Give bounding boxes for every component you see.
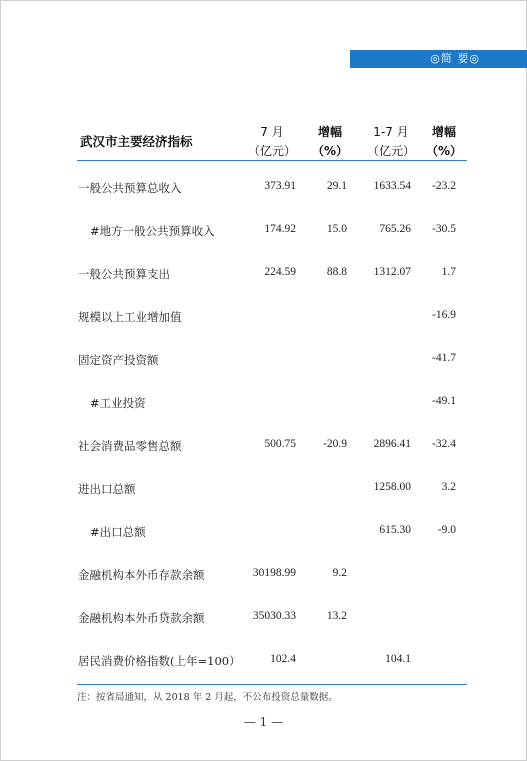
table-cell: 104.1 — [385, 653, 411, 665]
table-cell: -41.7 — [432, 352, 456, 364]
column-header-line2: （亿元） — [366, 144, 415, 158]
column-header-july-growth — [306, 123, 354, 161]
row-label: 金融机构本外币贷款余额 — [78, 611, 205, 625]
row-label: 一般公共预算总收入 — [78, 181, 182, 195]
row-label: #工业投资 — [90, 396, 146, 410]
table-cell: 615.30 — [379, 524, 411, 536]
footnote: 注：按省局通知，从 2018 年 2 月起，不公布投资总量数据。 — [77, 692, 338, 703]
column-header-line1: 增幅 — [431, 125, 456, 139]
page-number: — 1 — — [243, 715, 284, 729]
row-label: 居民消费价格指数(上年=100） — [78, 654, 241, 668]
row-label: 固定资产投资额 — [78, 353, 159, 367]
row-label: #地方一般公共预算收入 — [90, 224, 215, 238]
table-cell: -30.5 — [432, 223, 456, 235]
table-cell: 9.2 — [332, 567, 347, 579]
table-cell: 13.2 — [326, 610, 347, 622]
column-header-line2: （亿元） — [248, 144, 297, 158]
table-cell: 35030.33 — [252, 610, 296, 622]
footer-rule — [77, 684, 467, 685]
row-label: 社会消费品零售总额 — [78, 439, 182, 453]
table-cell: 765.26 — [379, 223, 411, 235]
table-cell: 500.75 — [264, 438, 296, 450]
column-header-line1: 7 月 — [260, 125, 284, 139]
column-header-line2: （%） — [311, 144, 349, 158]
table-cell: -23.2 — [432, 180, 456, 192]
column-header-line1: 增幅 — [317, 125, 342, 139]
table-cell: -32.4 — [432, 438, 456, 450]
row-label: 规模以上工业增加值 — [78, 310, 182, 324]
column-header-line2: （%） — [425, 144, 463, 158]
row-label: 一般公共预算支出 — [78, 267, 170, 281]
column-header-july — [248, 123, 296, 161]
header-rule — [77, 160, 467, 161]
table-cell: 2896.41 — [373, 438, 411, 450]
table-cell: -49.1 — [432, 395, 456, 407]
table-title: 武汉市主要经济指标 — [80, 134, 193, 149]
table-cell: 373.91 — [264, 180, 296, 192]
table-cell: 3.2 — [441, 481, 456, 493]
row-label: 进出口总额 — [78, 482, 136, 496]
table-cell: 102.4 — [270, 653, 296, 665]
row-label: 金融机构本外币存款余额 — [78, 568, 205, 582]
section-header-label: ◎简 要◎ — [430, 52, 480, 65]
table-cell: 1.7 — [441, 266, 456, 278]
column-header-jan-jul — [363, 123, 419, 161]
table-cell: -9.0 — [437, 524, 456, 536]
column-header-line1: 1-7 月 — [373, 125, 409, 139]
table-cell: 1633.54 — [373, 180, 411, 192]
column-header-jan-jul-growth — [420, 123, 468, 161]
row-label: #出口总额 — [90, 525, 146, 539]
table-cell: 1312.07 — [373, 266, 411, 278]
table-cell: -20.9 — [323, 438, 347, 450]
table-cell: 88.8 — [326, 266, 347, 278]
table-cell: 29.1 — [326, 180, 347, 192]
table-cell: 15.0 — [326, 223, 347, 235]
table-cell: 1258.00 — [373, 481, 411, 493]
table-cell: 224.59 — [264, 266, 296, 278]
table-cell: 174.92 — [264, 223, 296, 235]
table-cell: -16.9 — [432, 309, 456, 321]
table-cell: 30198.99 — [252, 567, 296, 579]
